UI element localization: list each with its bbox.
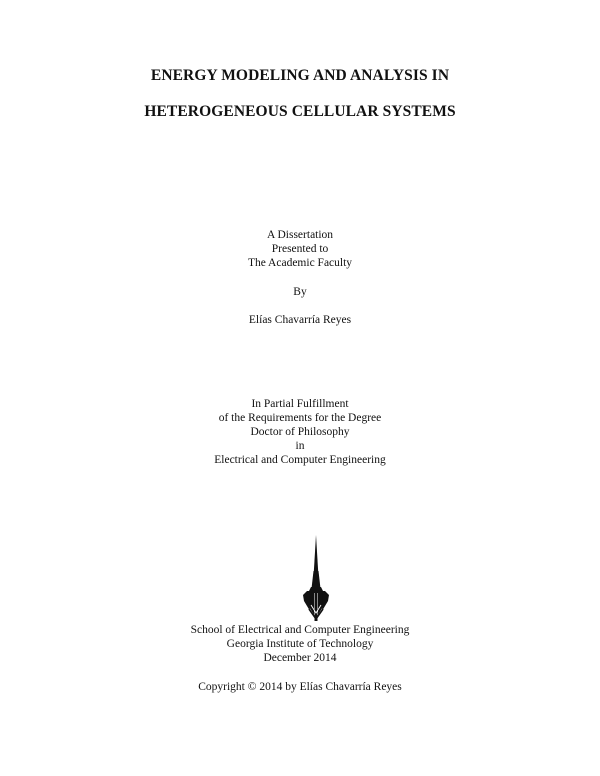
submission-date: December 2014 xyxy=(263,652,337,664)
presentation-line-1: A Dissertation xyxy=(266,229,334,241)
fulfillment-line-4: in xyxy=(295,440,305,452)
fulfillment-line-5: Electrical and Computer Engineering xyxy=(214,454,386,466)
school-name: School of Electrical and Computer Engineering xyxy=(190,624,410,636)
author-name: Elías Chavarría Reyes xyxy=(248,314,352,326)
university-name: Georgia Institute of Technology xyxy=(226,638,374,650)
fulfillment-line-1: In Partial Fulfillment xyxy=(251,398,349,410)
title-line-1: ENERGY MODELING AND ANALYSIS IN xyxy=(150,67,450,84)
fulfillment-line-2: of the Requirements for the Degree xyxy=(218,412,382,424)
by-label: By xyxy=(293,286,307,298)
fulfillment-line-3: Doctor of Philosophy xyxy=(250,426,350,438)
presentation-line-3: The Academic Faculty xyxy=(247,257,353,269)
presentation-line-2: Presented to xyxy=(271,243,329,255)
title-line-2: HETEROGENEOUS CELLULAR SYSTEMS xyxy=(144,103,456,120)
georgia-tech-tower-icon xyxy=(301,535,331,621)
copyright-notice: Copyright © 2014 by Elías Chavarría Reyes xyxy=(198,681,402,693)
